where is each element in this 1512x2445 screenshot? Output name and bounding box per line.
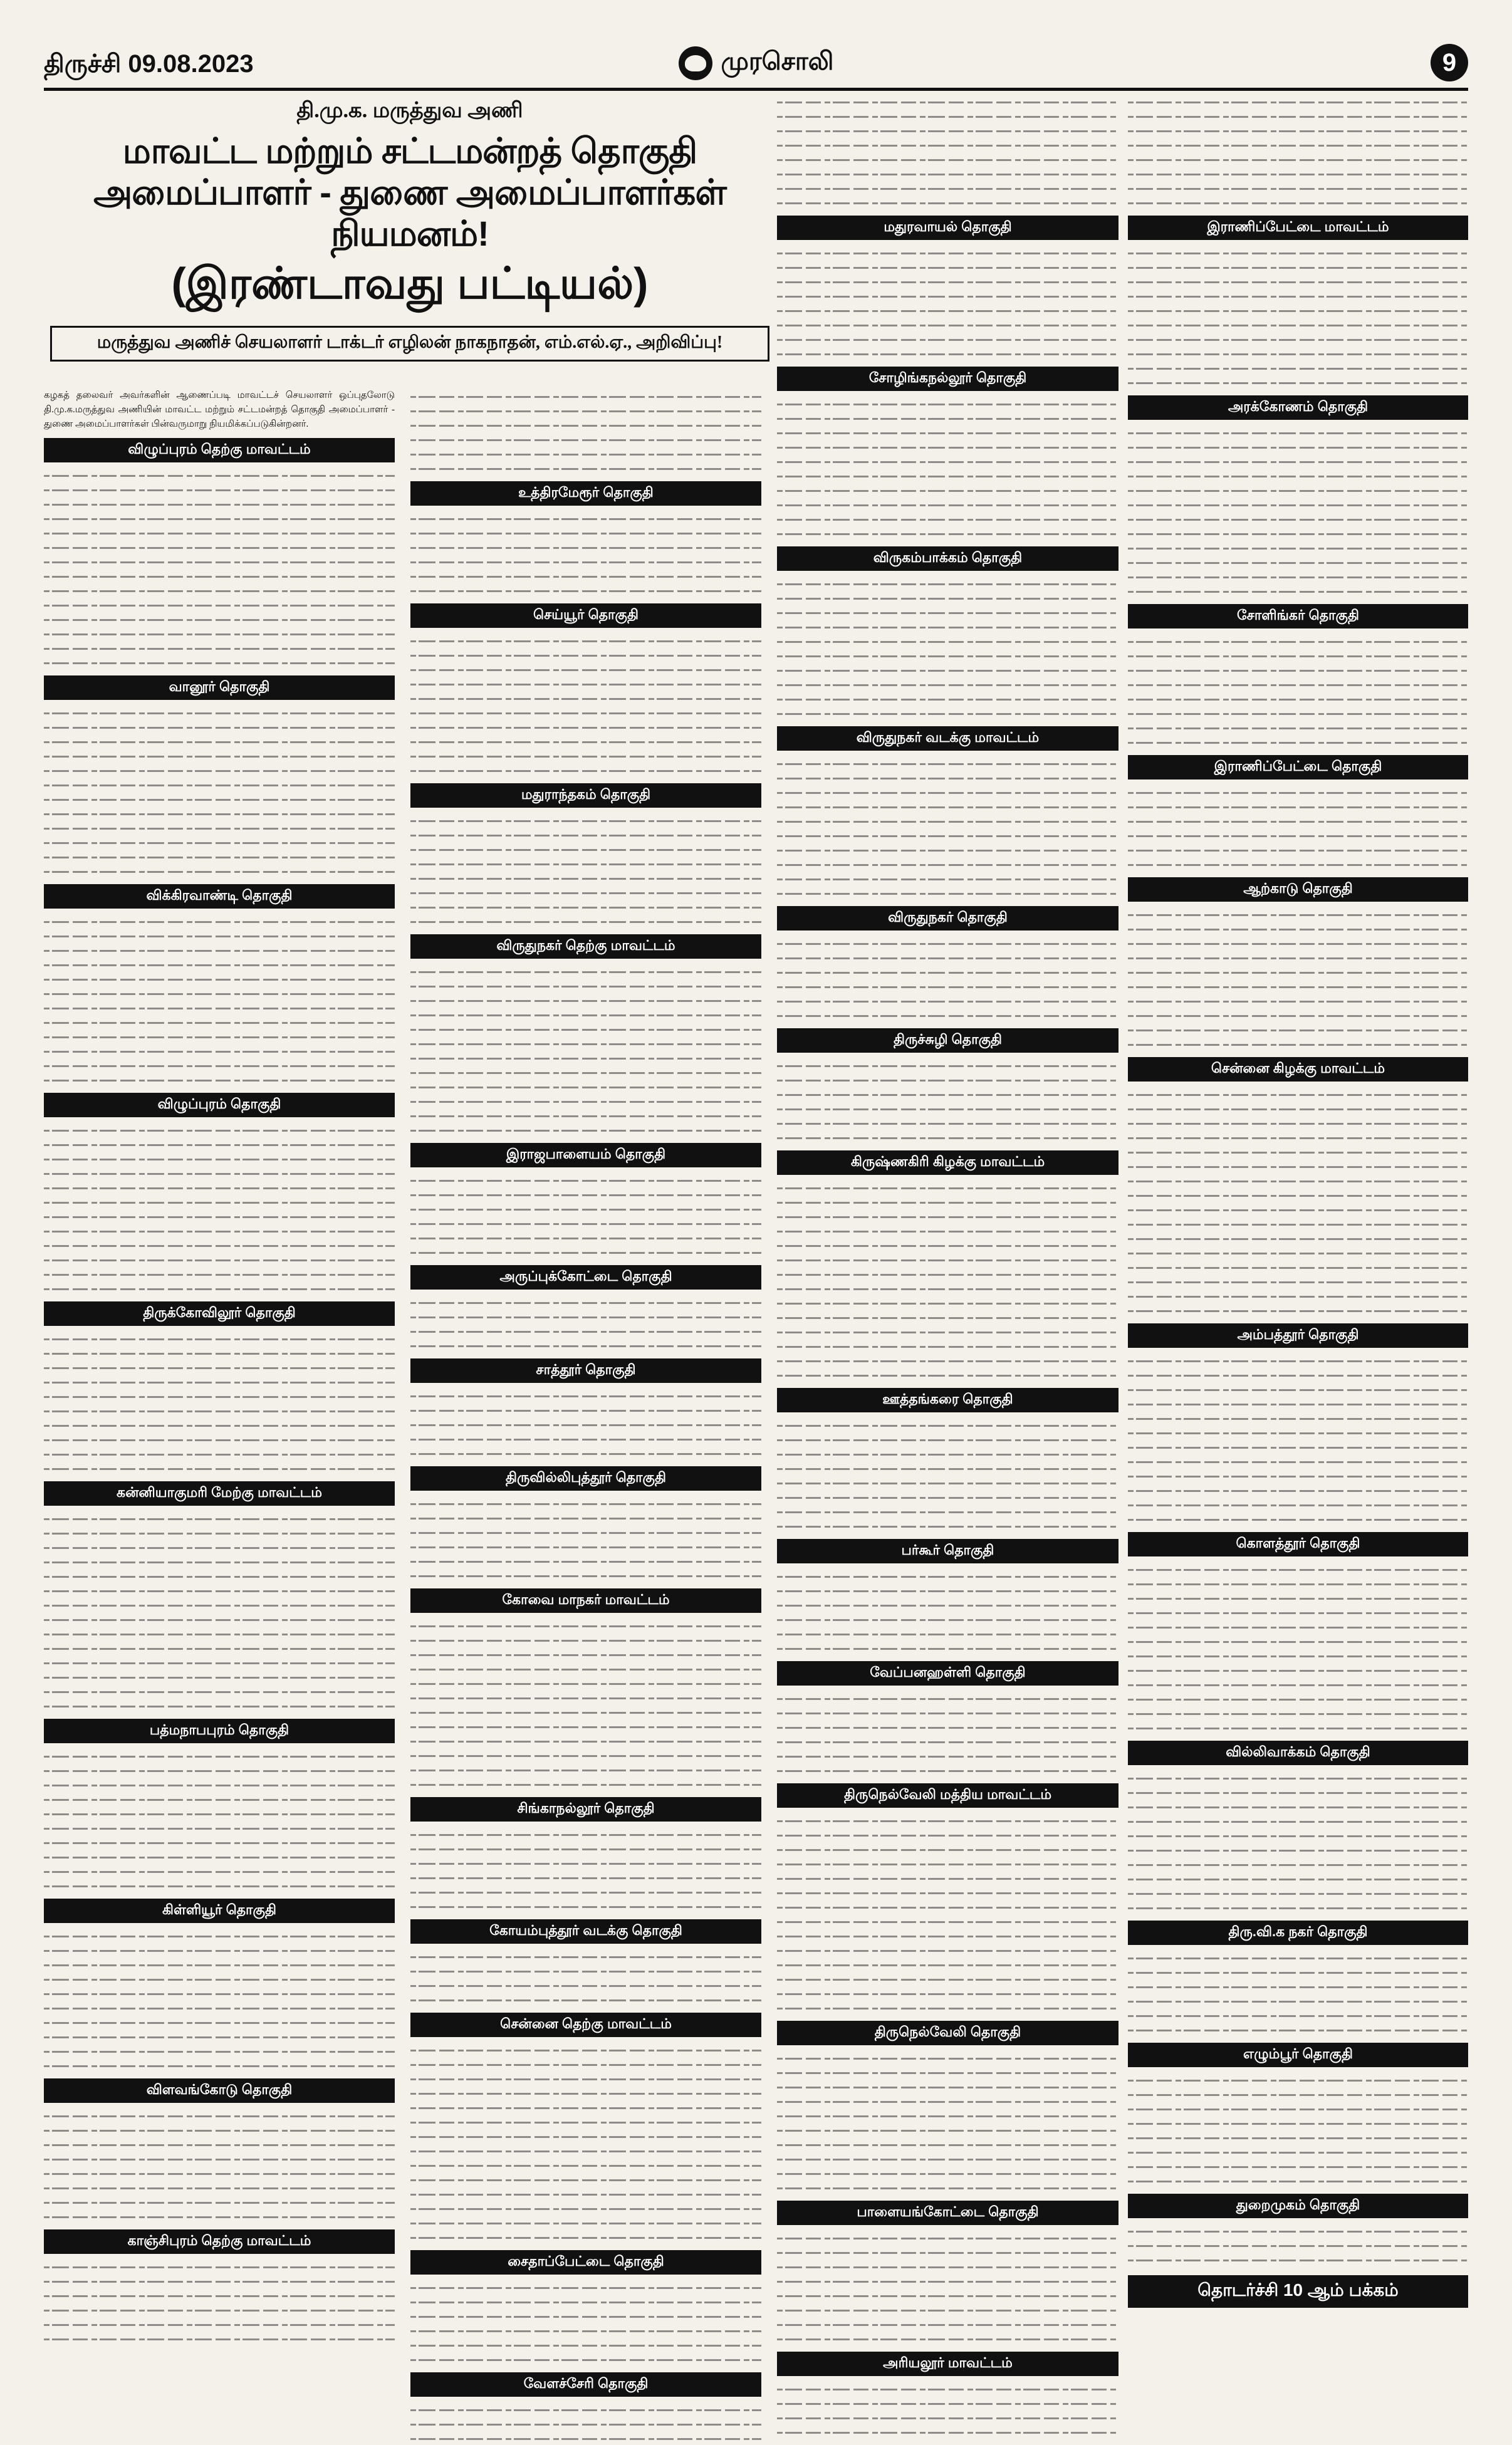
announcer-box: மருத்துவ அணிச் செயலாளர் டாக்டர் எழிலன் நாகநாதன், எம்.எல்.ஏ., அறிவிப்பு! — [50, 326, 769, 362]
section-text — [1128, 1561, 1468, 1734]
section-heading: ஆற்காடு தொகுதி — [1128, 877, 1468, 902]
section-heading: காஞ்சிபுரம் தெற்கு மாவட்டம் — [44, 2229, 395, 2254]
section-heading: விளவங்கோடு தொகுதி — [44, 2078, 395, 2103]
column-2 — [410, 388, 761, 2391]
wing-name: தி.மு.க. மருத்துவ அணி — [296, 99, 523, 122]
section-heading: வானூர் தொகுதி — [44, 675, 395, 700]
section-heading: கன்னியாகுமரி மேற்கு மாவட்டம் — [44, 1481, 395, 1506]
section-heading: சோளிங்கர் தொகுதி — [1128, 604, 1468, 628]
headline-title: மாவட்ட மற்றும் சட்டமன்றத் தொகுதி அமைப்பாளர் - துணை அமைப்பாளர்கள் நியமனம்! — [93, 131, 726, 253]
section-heading: விருதுநகர் வடக்கு மாவட்டம் — [777, 726, 1118, 751]
section-text — [410, 964, 761, 1137]
section-text — [44, 1748, 395, 1892]
section-heading: சென்னை கிழக்கு மாவட்டம் — [1128, 1057, 1468, 1082]
column-1 — [44, 388, 395, 2308]
city-date: திருச்சி 09.08.2023 — [44, 50, 254, 78]
section-text — [44, 914, 395, 1087]
section-heading: இராஜபாளையம் தொகுதி — [410, 1143, 761, 1167]
section-heading: வில்லிவாக்கம் தொகுதி — [1128, 1741, 1468, 1765]
section-heading: பத்மநாபபுரம் தொகுதி — [44, 1719, 395, 1743]
section-text — [410, 1949, 761, 2006]
section-heading: மதுராந்தகம் தொகுதி — [410, 783, 761, 808]
section-text — [44, 1928, 395, 2072]
section-text — [777, 936, 1118, 1022]
section-text — [410, 2042, 761, 2244]
section-text — [1128, 425, 1468, 598]
section-text — [44, 2108, 395, 2223]
section-text — [777, 576, 1118, 720]
section-heading: சோழிங்கநல்லூர் தொகுதி — [777, 367, 1118, 391]
section-heading: எழும்பூர் தொகுதி — [1128, 2043, 1468, 2067]
column-3 — [777, 94, 1118, 2370]
section-heading: வேளச்சேரி தொகுதி — [410, 2372, 761, 2397]
section-text — [777, 2050, 1118, 2194]
elephant-logo-icon — [679, 46, 712, 80]
section-text — [44, 705, 395, 878]
section-heading: பாளையங்கோட்டை தொகுதி — [777, 2201, 1118, 2225]
section-text — [777, 1691, 1118, 1777]
section-heading: சைதாப்பேட்டை தொகுதி — [410, 2250, 761, 2275]
section-heading: விழுப்புரம் தொகுதி — [44, 1093, 395, 1117]
section-heading: திருச்சுழி தொகுதி — [777, 1028, 1118, 1053]
section-heading: கிள்ளியூர் தொகுதி — [44, 1899, 395, 1923]
section-heading: இராணிப்பேட்டை மாவட்டம் — [1128, 216, 1468, 240]
section-heading: சென்னை தெற்கு மாவட்டம் — [410, 2013, 761, 2037]
section-text — [777, 1058, 1118, 1144]
section-heading: விழுப்புரம் தெற்கு மாவட்டம் — [44, 438, 395, 462]
section-heading: உத்திரமேரூர் தொகுதி — [410, 481, 761, 506]
section-heading: சாத்தூர் தொகுதி — [410, 1358, 761, 1383]
section-heading: கோயம்புத்தூர் வடக்கு தொகுதி — [410, 1919, 761, 1944]
section-text — [410, 1618, 761, 1791]
section-heading: திருநெல்வேலி தொகுதி — [777, 2021, 1118, 2045]
section-text — [777, 2381, 1118, 2439]
section-text — [777, 1417, 1118, 1533]
headline-subtitle: (இரண்டாவது பட்டியல்) — [171, 259, 649, 308]
section-text — [777, 245, 1118, 360]
section-text — [410, 813, 761, 928]
paper-brand — [679, 46, 834, 80]
section-heading: விருதுநகர் தெற்கு மாவட்டம் — [410, 934, 761, 959]
section-text — [1128, 633, 1468, 749]
continued-box-wrap — [1128, 2276, 1468, 2308]
section-text — [1128, 907, 1468, 1051]
section-heading: திருநெல்வேலி மத்திய மாவட்டம் — [777, 1783, 1118, 1808]
section-text — [410, 1388, 761, 1460]
section-text — [44, 1511, 395, 1713]
section-heading: திரு.வி.க நகர் தொகுதி — [1128, 1921, 1468, 1945]
section-heading: விருகம்பாக்கம் தொகுதி — [777, 546, 1118, 571]
section-text — [410, 2280, 761, 2366]
section-heading: அம்பத்தூர் தொகுதி — [1128, 1323, 1468, 1348]
section-text — [1128, 1353, 1468, 1526]
paper-name: முரசொலி — [721, 48, 834, 75]
section-text — [1128, 1950, 1468, 2036]
section-text — [777, 1180, 1118, 1382]
section-text — [1128, 785, 1468, 871]
section-text — [777, 396, 1118, 540]
section-heading: ஊத்தங்கரை தொகுதி — [777, 1388, 1118, 1412]
section-text — [410, 633, 761, 777]
section-heading: மதுரவாயல் தொகுதி — [777, 216, 1118, 240]
article-body — [44, 94, 1468, 2391]
section-heading: துறைமுகம் தொகுதி — [1128, 2194, 1468, 2218]
section-text — [410, 1496, 761, 1582]
section-text — [777, 94, 1118, 209]
section-heading: கோவை மாநகர் மாவட்டம் — [410, 1588, 761, 1613]
section-text — [410, 388, 761, 475]
section-text — [1128, 2072, 1468, 2187]
section-heading: விருதுநகர் தொகுதி — [777, 906, 1118, 931]
section-text — [1128, 2223, 1468, 2266]
section-heading: பர்கூர் தொகுதி — [777, 1539, 1118, 1563]
section-heading: சிங்காநல்லூர் தொகுதி — [410, 1797, 761, 1822]
section-heading: வேப்பனஹள்ளி தொகுதி — [777, 1661, 1118, 1686]
section-text — [1128, 1087, 1468, 1317]
section-text — [410, 1172, 761, 1259]
section-text — [44, 1331, 395, 1475]
column-4 — [1128, 94, 1468, 2270]
section-text — [1128, 1770, 1468, 1914]
section-text — [1128, 94, 1468, 209]
section-heading: திருவில்லிபுத்தூர் தொகுதி — [410, 1466, 761, 1491]
intro-paragraph: கழகத் தலைவர் அவர்களின் ஆணைப்படி மாவட்டச் செயலாளர் ஒப்புதலோடு தி.மு.க.மருத்துவ அணியின் மாவட்ட மற்றும் சட்டமன்றத் தொகுதி அமைப்பாளர் - துணை அமைப்பாளர்கள் பின்வருமாறு நியமிக்கப்படுகின்றனர். — [44, 390, 395, 429]
masthead — [44, 44, 1468, 91]
continued-note: தொடர்ச்சி 10 ஆம் பக்கம் — [1128, 2275, 1468, 2308]
section-heading: திருக்கோவிலூர் தொகுதி — [44, 1301, 395, 1326]
section-heading: இராணிப்பேட்டை தொகுதி — [1128, 755, 1468, 779]
section-heading: செய்யூர் தொகுதி — [410, 603, 761, 628]
section-text — [44, 2259, 395, 2345]
section-text — [410, 511, 761, 597]
section-text — [777, 1813, 1118, 2015]
section-text — [777, 2230, 1118, 2345]
section-heading: அரியலூர் மாவட்டம் — [777, 2352, 1118, 2376]
page-number: 9 — [1431, 44, 1468, 81]
section-text — [44, 467, 395, 669]
section-text — [777, 1568, 1118, 1655]
section-heading: கிருஷ்ணகிரி கிழக்கு மாவட்டம் — [777, 1150, 1118, 1175]
section-heading: விக்கிரவாண்டி தொகுதி — [44, 884, 395, 909]
section-text — [44, 1122, 395, 1295]
section-text — [410, 1827, 761, 1913]
section-heading: கொளத்தூர் தொகுதி — [1128, 1532, 1468, 1556]
section-heading: அரக்கோணம் தொகுதி — [1128, 395, 1468, 420]
section-heading: அருப்புக்கோட்டை தொகுதி — [410, 1265, 761, 1290]
section-text — [410, 2402, 761, 2445]
section-text — [410, 1295, 761, 1352]
headline-block — [44, 94, 776, 376]
section-text — [777, 756, 1118, 900]
section-text — [1128, 245, 1468, 389]
